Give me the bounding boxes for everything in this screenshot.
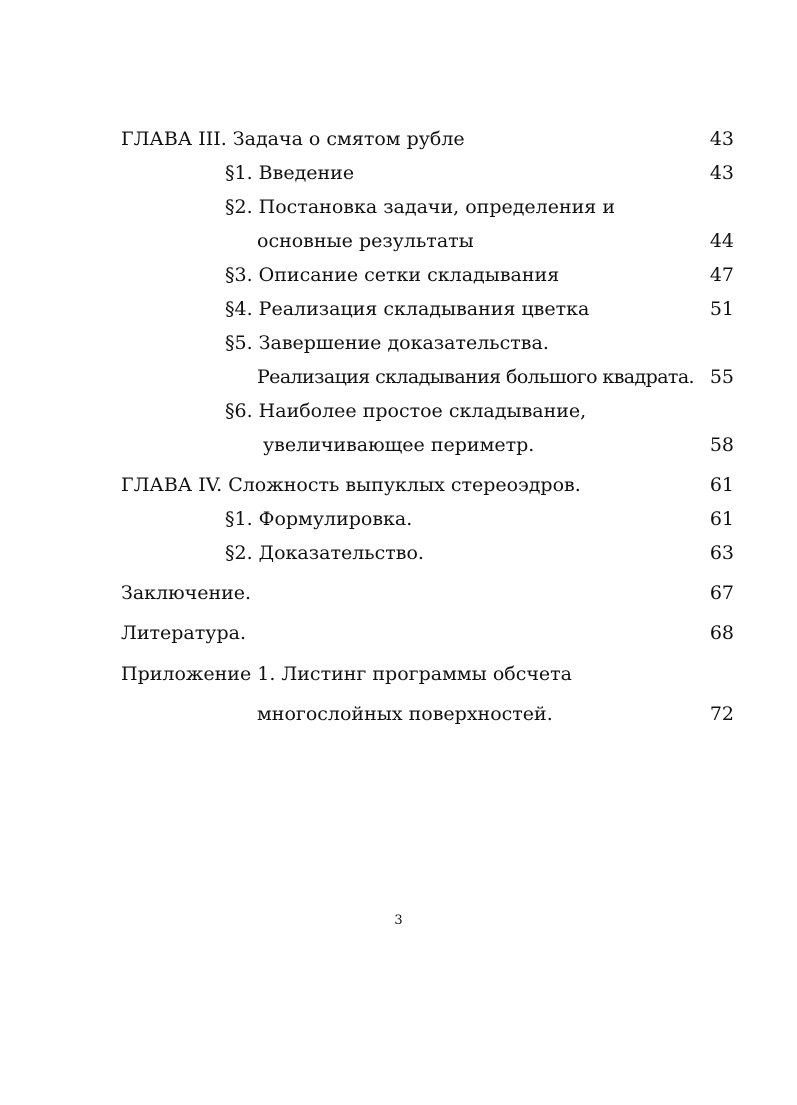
page-number-footer: 3 <box>394 913 403 928</box>
toc-literature-title: Литература. <box>121 622 246 644</box>
toc-ch4-section-2-title: §2. Доказательство. <box>225 542 424 564</box>
toc-chapter-4-page: 61 <box>709 474 734 496</box>
toc-ch3-section-4-title: §4. Реализация складывания цветка <box>225 298 590 320</box>
toc-ch3-section-5-page: 55 <box>709 366 734 388</box>
toc-ch3-section-6-title-line2: увеличивающее периметр. <box>263 434 535 456</box>
toc-literature-page: 68 <box>709 622 734 644</box>
toc-ch3-section-1-title: §1. Введение <box>225 162 355 184</box>
toc-appendix-title-line1: Приложение 1. Листинг программы обсчета <box>121 663 572 685</box>
toc-ch3-section-3-title: §3. Описание сетки складывания <box>225 264 560 286</box>
toc-ch4-section-1-page: 61 <box>709 508 734 530</box>
toc-ch4-section-2-page: 63 <box>709 542 734 564</box>
toc-ch3-section-2-title-line2: основные результаты <box>257 230 474 252</box>
toc-conclusion-title: Заключение. <box>121 582 252 604</box>
toc-appendix-title-line2: многослойных поверхностей. <box>257 703 553 725</box>
toc-appendix-page: 72 <box>709 703 734 725</box>
toc-ch4-section-1-title: §1. Формулировка. <box>225 508 413 530</box>
toc-ch3-section-2-title-line1: §2. Постановка задачи, определения и <box>225 196 616 218</box>
toc-chapter-3-page: 43 <box>709 128 734 150</box>
toc-ch3-section-4-page: 51 <box>709 298 734 320</box>
toc-ch3-section-5-title-line2: Реализация складывания большого квадрата. <box>257 366 694 388</box>
toc-conclusion-page: 67 <box>709 582 734 604</box>
toc-ch3-section-2-page: 44 <box>709 230 734 252</box>
toc-ch3-section-6-page: 58 <box>709 434 734 456</box>
toc-ch3-section-6-title-line1: §6. Наиболее простое складывание, <box>225 400 587 422</box>
toc-chapter-3-title: ГЛАВА III. Задача о смятом рубле <box>121 128 465 150</box>
toc-ch3-section-3-page: 47 <box>709 264 734 286</box>
toc-ch3-section-1-page: 43 <box>709 162 734 184</box>
toc-ch3-section-5-title-line1: §5. Завершение доказательства. <box>225 332 549 354</box>
toc-chapter-4-title: ГЛАВА IV. Сложность выпуклых стереоэдров. <box>121 474 581 496</box>
